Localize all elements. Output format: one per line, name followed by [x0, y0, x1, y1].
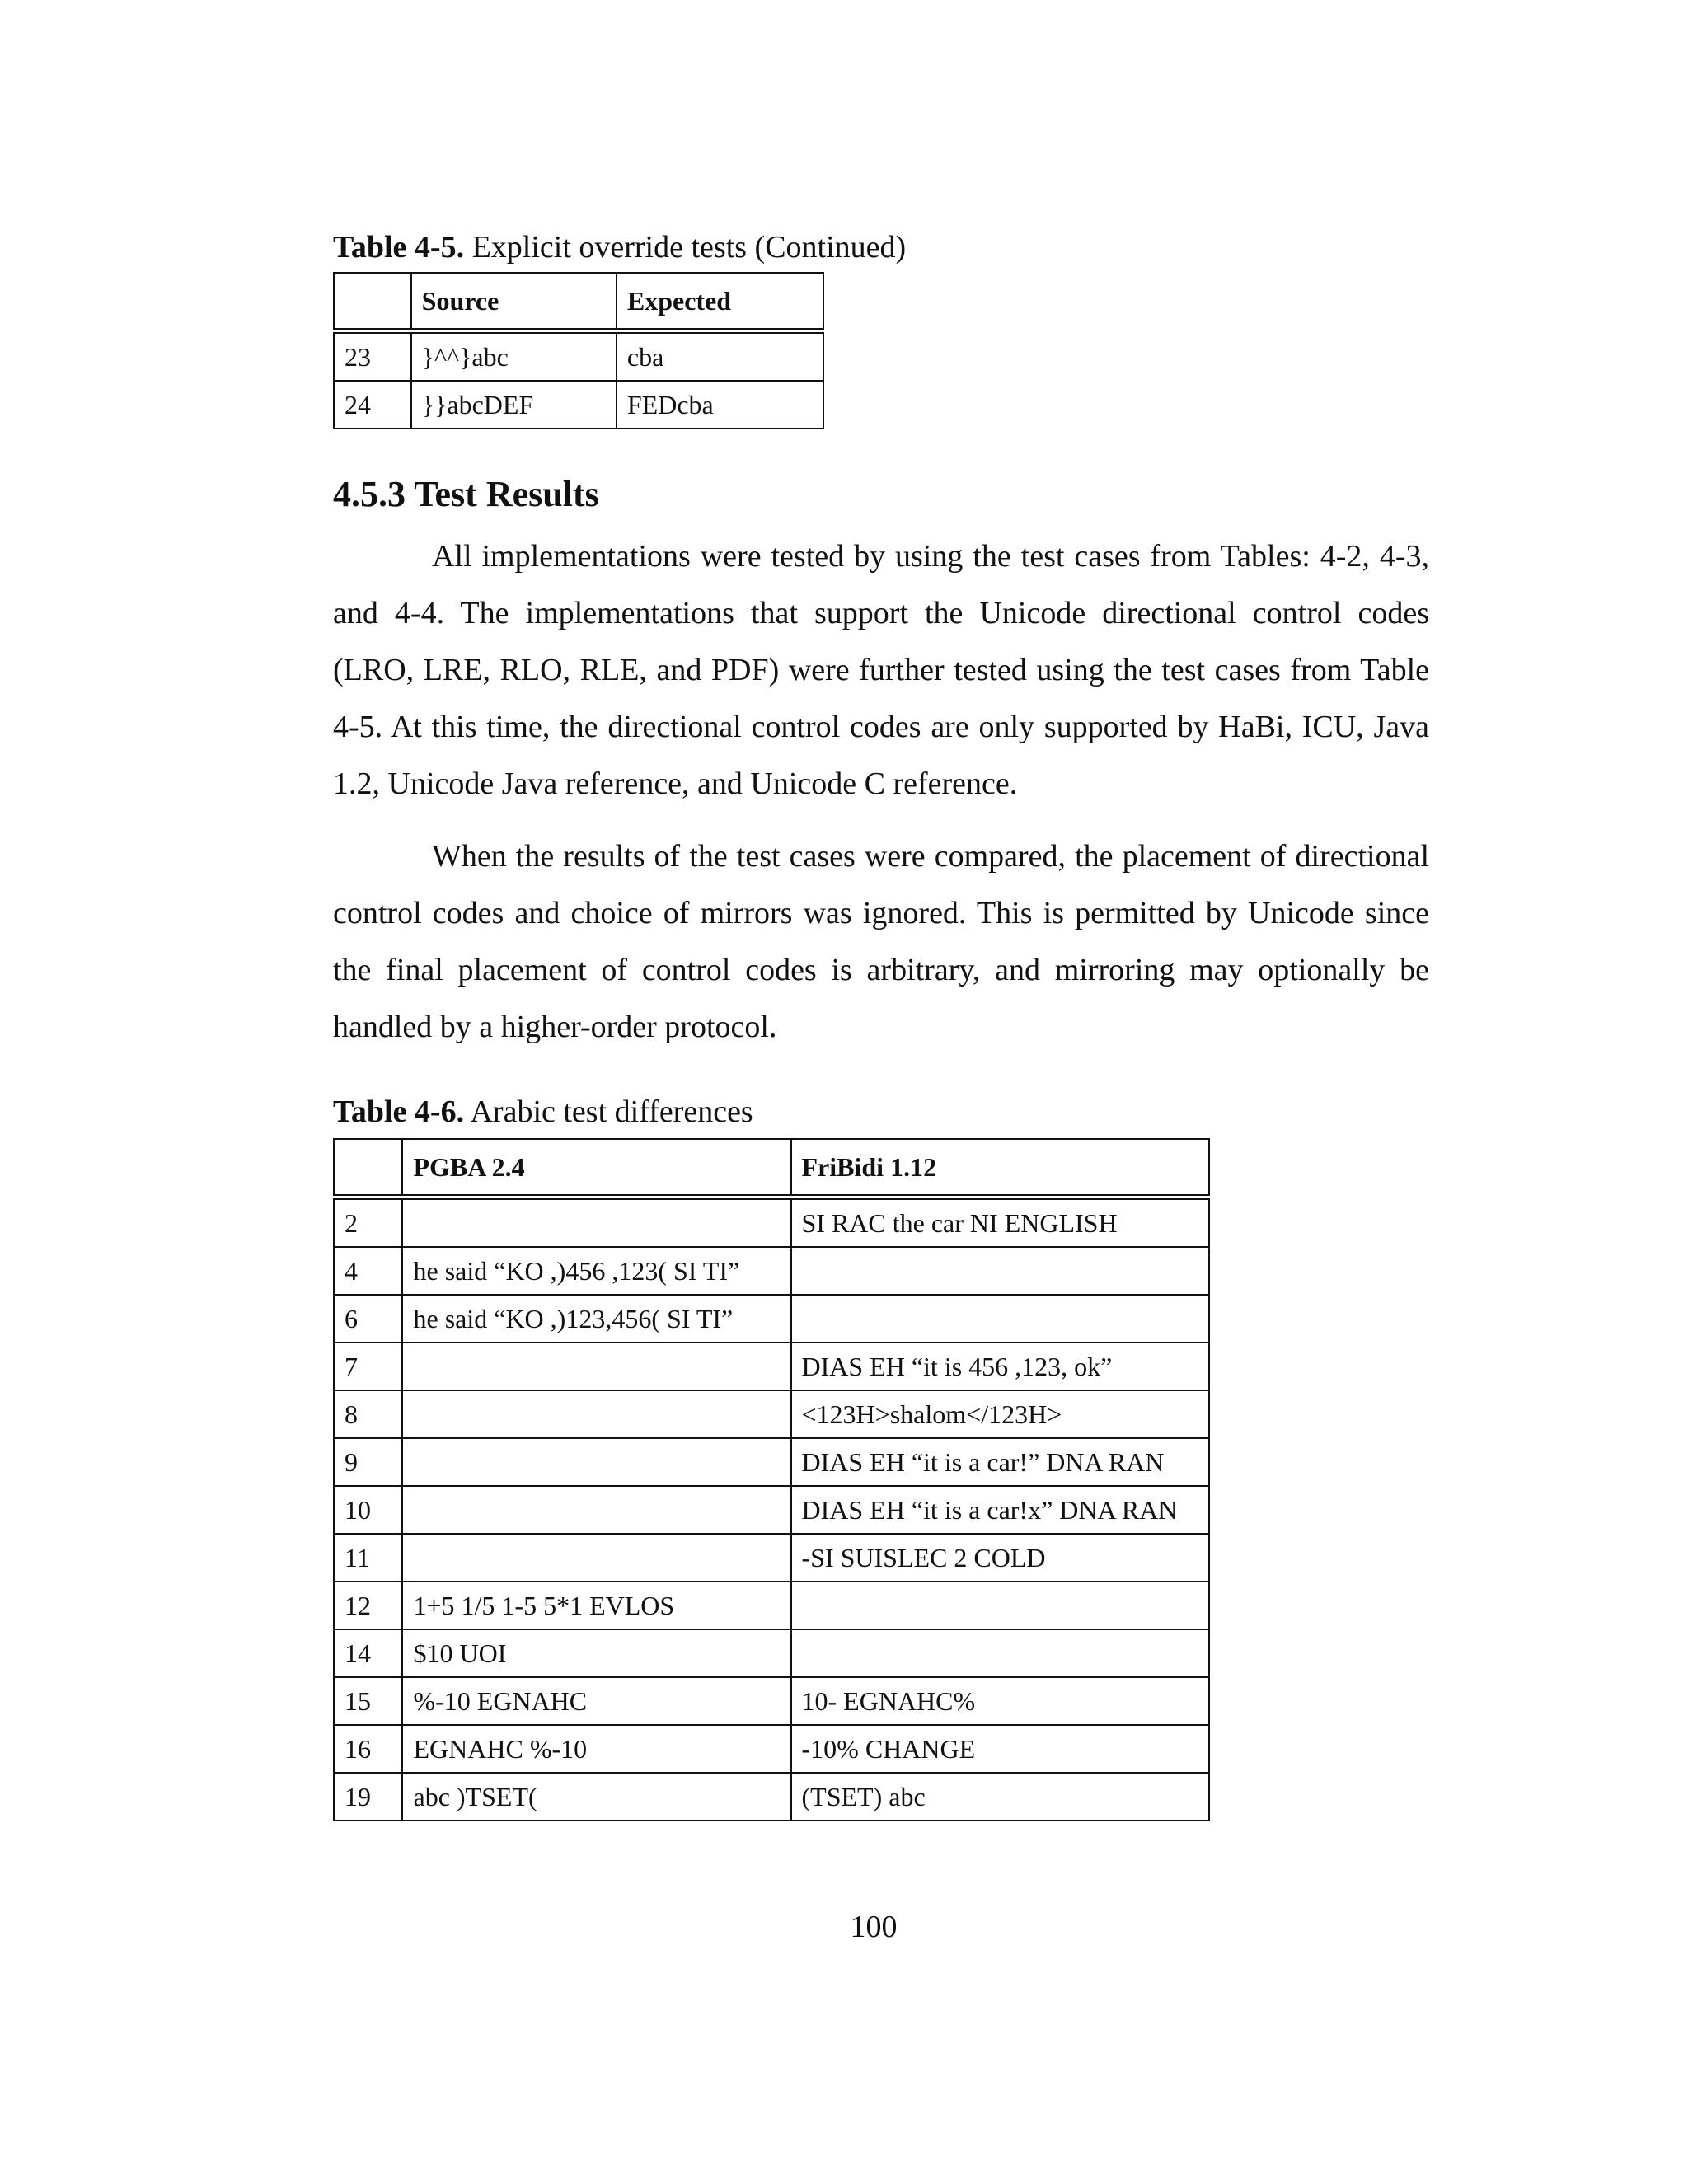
table-4-6-caption-label: Table 4-6. [333, 1094, 465, 1129]
fribidi-cell: -SI SUISLEC 2 COLD [791, 1534, 1210, 1582]
table-row [334, 1773, 1209, 1821]
row-index: 6 [334, 1295, 402, 1343]
header-cell-source: Source [411, 273, 617, 331]
pgba-cell: EGNAHC %-10 [402, 1725, 790, 1773]
table-row [334, 331, 823, 382]
pgba-cell [402, 1486, 790, 1534]
pgba-cell: %-10 EGNAHC [402, 1677, 790, 1725]
table-header-row [334, 1139, 1209, 1197]
fribidi-cell [791, 1629, 1210, 1677]
fribidi-cell [791, 1247, 1210, 1295]
table-4-6-caption [333, 1094, 753, 1130]
fribidi-cell: (TSET) abc [791, 1773, 1210, 1821]
row-index: 11 [334, 1534, 402, 1582]
table-row [334, 1629, 1209, 1677]
pgba-cell: he said “KO ,)456 ,123( SI TI” [402, 1247, 790, 1295]
header-cell-index [334, 273, 411, 331]
row-index: 4 [334, 1247, 402, 1295]
table-row [334, 1582, 1209, 1629]
table-row [334, 1295, 1209, 1343]
table-row [334, 1390, 1209, 1438]
fribidi-cell: DIAS EH “it is 456 ,123, ok” [791, 1343, 1210, 1390]
header-cell-fribidi: FriBidi 1.12 [791, 1139, 1210, 1197]
page-number: 100 [850, 1910, 898, 1944]
row-index: 16 [334, 1725, 402, 1773]
table-header-row [334, 273, 823, 331]
pgba-cell: $10 UOI [402, 1629, 790, 1677]
table-row [334, 1534, 1209, 1582]
pgba-cell [402, 1534, 790, 1582]
pgba-cell [402, 1438, 790, 1486]
table-4-6-caption-text: Arabic test differences [464, 1094, 753, 1129]
header-cell-index [334, 1139, 402, 1197]
fribidi-cell [791, 1582, 1210, 1629]
expected-cell: FEDcba [617, 381, 823, 429]
fribidi-cell: <123H>shalom</123H> [791, 1390, 1210, 1438]
row-index: 2 [334, 1197, 402, 1248]
section-heading: 4.5.3 Test Results [333, 474, 599, 514]
pgba-cell [402, 1390, 790, 1438]
row-index: 19 [334, 1773, 402, 1821]
row-index: 14 [334, 1629, 402, 1677]
paragraph-2: When the results of the test cases were compared, the placement of directional control codes and choice of mirrors was ignored. This is permitted by Unicode since the final placement of control codes is arbitrary, and mirroring may optionally be handled by a higher-order protocol. [333, 839, 1429, 1044]
row-index: 23 [334, 331, 411, 382]
fribidi-cell: 10- EGNAHC% [791, 1677, 1210, 1725]
row-index: 7 [334, 1343, 402, 1390]
pgba-cell: 1+5 1/5 1-5 5*1 EVLOS [402, 1582, 790, 1629]
table-row [334, 1725, 1209, 1773]
table-4-5 [333, 272, 824, 429]
fribidi-cell: SI RAC the car NI ENGLISH [791, 1197, 1210, 1248]
fribidi-cell: DIAS EH “it is a car!x” DNA RAN [791, 1486, 1210, 1534]
fribidi-cell: -10% CHANGE [791, 1725, 1210, 1773]
row-index: 9 [334, 1438, 402, 1486]
expected-cell: cba [617, 331, 823, 382]
row-index: 8 [334, 1390, 402, 1438]
table-row [334, 1486, 1209, 1534]
table-row [334, 1197, 1209, 1248]
fribidi-cell [791, 1295, 1210, 1343]
row-index: 12 [334, 1582, 402, 1629]
pgba-cell: he said “KO ,)123,456( SI TI” [402, 1295, 790, 1343]
pgba-cell [402, 1343, 790, 1390]
table-row [334, 1438, 1209, 1486]
source-cell: }^^}abc [411, 331, 617, 382]
table-row [334, 1677, 1209, 1725]
paragraph-1: All implementations were tested by using the test cases from Tables: 4-2, 4-3, and 4-4. The implementations that support the Unicode directional control codes (LRO, LRE, RLO, RLE, and PDF) were further tested using the test cases from Table 4-5. At this time, the directional control codes are only supported by HaBi, ICU, Java 1.2, Unicode Java reference, and Unicode C reference. [333, 539, 1429, 801]
table-4-5-caption [333, 229, 906, 265]
table-4-5-caption-text: Explicit override tests (Continued) [464, 230, 907, 265]
row-index: 15 [334, 1677, 402, 1725]
table-row [334, 1247, 1209, 1295]
row-index: 24 [334, 381, 411, 429]
pgba-cell [402, 1197, 790, 1248]
table-4-5-caption-label: Table 4-5. [333, 230, 465, 265]
header-cell-expected: Expected [617, 273, 823, 331]
fribidi-cell: DIAS EH “it is a car!” DNA RAN [791, 1438, 1210, 1486]
pgba-cell: abc )TSET( [402, 1773, 790, 1821]
header-cell-pgba: PGBA 2.4 [402, 1139, 790, 1197]
table-row [334, 381, 823, 429]
table-row [334, 1343, 1209, 1390]
source-cell: }}abcDEF [411, 381, 617, 429]
table-4-6 [333, 1138, 1210, 1821]
row-index: 10 [334, 1486, 402, 1534]
